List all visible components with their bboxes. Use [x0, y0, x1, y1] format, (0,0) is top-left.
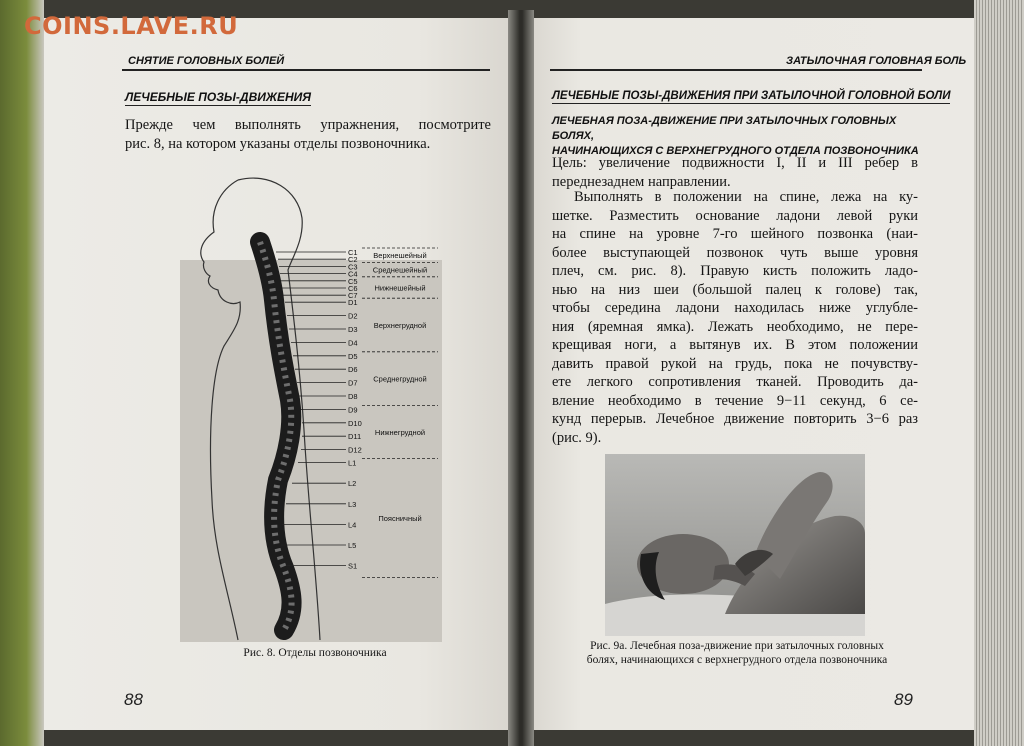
- body-line: нью на низ шеи (большой палец к голове) так,: [552, 281, 918, 298]
- left-page-number: 88: [124, 690, 143, 709]
- body-line: на спине на уровне 7-го шейного позвонка (наи-: [552, 226, 918, 242]
- intro-line: Прежде чем выполнять упражнения, посмотрите: [125, 117, 491, 133]
- vertebra-label: C5: [348, 276, 358, 286]
- region-label: Среднегрудной: [373, 374, 427, 384]
- region-label: Нижнешейный: [374, 283, 426, 293]
- left-header-rule: [122, 69, 490, 71]
- body-line: вление необходимо в течение 9−11 секунд, 6 се-: [552, 392, 918, 409]
- right-header-rule: [550, 69, 922, 71]
- region-label: Поясничный: [378, 514, 422, 524]
- vertebra-label: C2: [348, 255, 358, 265]
- intro-line: рис. 8, на котором указаны отделы позвоночника.: [125, 135, 431, 152]
- region-label: Среднешейный: [372, 265, 428, 275]
- page-stack-edge-right: [974, 0, 1024, 746]
- vertebra-label: D11: [348, 432, 362, 442]
- vertebra-label: L5: [348, 541, 357, 550]
- body-line: ния (яремная ямка). Лежать необходимо, не пере-: [552, 318, 918, 335]
- right-section-title: ЛЕЧЕБНЫЕ ПОЗЫ-ДВИЖЕНИЯ ПРИ ЗАТЫЛОЧНОЙ ГОЛОВНОЙ БОЛИ: [552, 90, 951, 102]
- vertebra-label: L4: [348, 520, 357, 530]
- left-intro-paragraph: [125, 116, 491, 153]
- vertebra-label: L2: [348, 479, 357, 489]
- subtitle-line: ЛЕЧЕБНАЯ ПОЗА-ДВИЖЕНИЕ ПРИ ЗАТЫЛОЧНЫХ ГОЛОВНЫХ БОЛЯХ,: [552, 115, 897, 142]
- region-label: Верхнегрудной: [373, 321, 427, 330]
- right-running-head: ЗАТЫЛОЧНАЯ ГОЛОВНАЯ БОЛЬ: [786, 55, 967, 67]
- goal-line: переднезаднем направлении.: [552, 173, 731, 190]
- body-line: чтобы середина ладони находилась ниже углубле-: [552, 300, 918, 316]
- left-running-head: СНЯТИЕ ГОЛОВНЫХ БОЛЕЙ: [128, 55, 285, 67]
- vertebra-label: C3: [348, 262, 358, 272]
- region-label: Нижнегрудной: [374, 428, 426, 437]
- vertebra-label: D7: [348, 378, 358, 388]
- vertebra-label: D1: [348, 298, 358, 308]
- region-label: Верхнешейный: [373, 251, 427, 261]
- figure-shaded-background: [180, 260, 442, 642]
- vertebra-label: D3: [348, 325, 358, 334]
- exercise-photo-illustration: [605, 454, 865, 636]
- body-line: шетке. Разместить основание ладони левой руки: [552, 207, 918, 224]
- vertebra-label: D10: [348, 418, 362, 428]
- vertebra-label: L1: [348, 458, 357, 468]
- vertebra-label: D9: [348, 405, 358, 415]
- body-line: плеч, см. рис. 8). Правую кисть положить ладо-: [552, 263, 918, 279]
- vertebra-label: D8: [348, 392, 358, 401]
- exercise-photo: [605, 454, 865, 636]
- vertebra-label: C6: [348, 284, 358, 293]
- body-line: (рис. 9).: [552, 429, 602, 446]
- left-figure-caption: Рис. 8. Отделы позвоночника: [243, 647, 387, 659]
- instructions-paragraph: [552, 188, 918, 447]
- watermark: COINS.LAVE.RU: [24, 12, 239, 40]
- vertebra-label: D4: [348, 338, 358, 348]
- left-section-title: ЛЕЧЕБНЫЕ ПОЗЫ-ДВИЖЕНИЯ: [125, 90, 312, 104]
- body-line: кунд перерыв. Лечебное движение повторить 3−6 раз: [552, 411, 918, 427]
- spine-figure: [180, 170, 442, 642]
- body-line: ете легкого сопротивления тканей. Проводить да-: [552, 374, 918, 390]
- vertebra-label: D2: [348, 311, 358, 321]
- vertebra-label: C1: [348, 248, 358, 257]
- vertebra-label: C4: [348, 269, 358, 279]
- body-line: крещивая ноги, а вытянув их. В этом положении: [552, 337, 918, 353]
- right-subtitle: [552, 114, 922, 159]
- vertebra-label: L3: [348, 499, 357, 509]
- body-line: Выполнять в положении на спине, лежа на ку-: [574, 189, 918, 205]
- right-page-number: 89: [894, 690, 913, 709]
- caption-line: болях, начинающихся с верхнегрудного отдела позвоночника: [586, 654, 888, 666]
- vertebra-label: D5: [348, 351, 358, 361]
- book-gutter: [508, 10, 534, 746]
- caption-line: Рис. 9а. Лечебная поза-движение при затылочных головных: [590, 640, 884, 652]
- body-line: более выступающей позвонок чуть выше уровня: [552, 244, 918, 261]
- subtitle-line: НАЧИНАЮЩИХСЯ С ВЕРХНЕГРУДНОГО ОТДЕЛА ПОЗВОНОЧНИКА: [552, 145, 919, 157]
- vertebra-label: D12: [348, 445, 362, 455]
- body-line: давить правой рукой на грудь, пока не почувству-: [552, 355, 918, 372]
- vertebra-label: S1: [348, 561, 358, 571]
- vertebra-label: D6: [348, 365, 358, 375]
- book-cover-edge-left: [0, 0, 44, 746]
- right-figure-caption: [552, 639, 922, 667]
- vertebra-label: C7: [348, 291, 358, 301]
- goal-paragraph: [552, 154, 918, 191]
- goal-line: Цель: увеличение подвижности I, II и III ребер в: [552, 155, 918, 171]
